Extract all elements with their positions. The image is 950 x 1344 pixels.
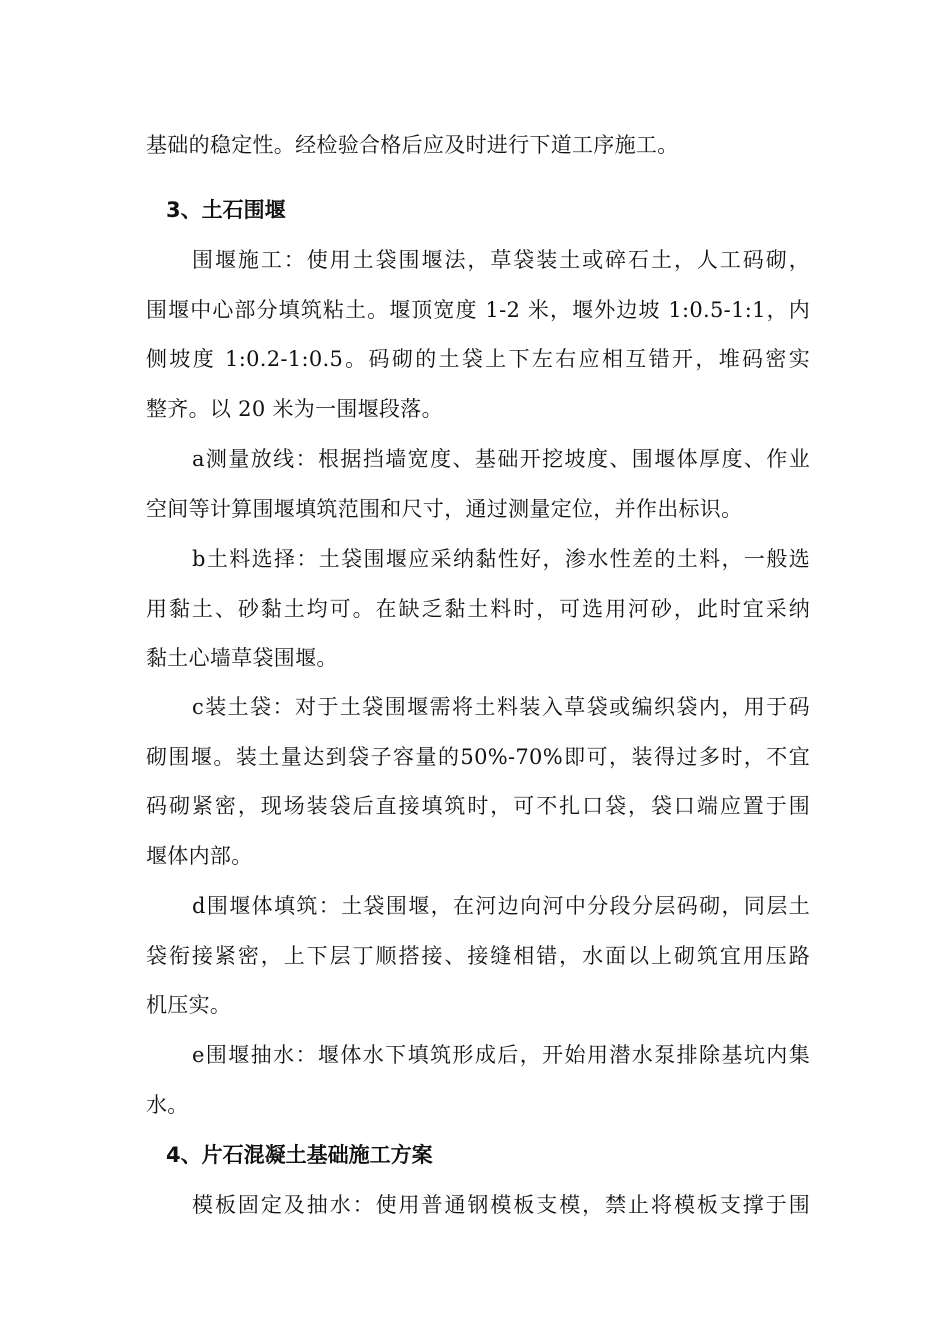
paragraph-d-filling	[146, 882, 810, 1031]
text-line: 围堰施工：使用土袋围堰法，草袋装土或碎石土，人工码砌，	[192, 248, 810, 272]
text-line: 模板固定及抽水：使用普通钢模板支模，禁止将模板支撑于围	[192, 1193, 810, 1217]
text-line: 整齐。以 20 米为一围堰段落。	[146, 396, 443, 421]
paragraph-e-pumping	[146, 1031, 810, 1130]
text-line: d围堰体填筑：土袋围堰，在河边向河中分段分层码砌，同层土	[192, 894, 810, 918]
section-heading-4: 4、片石混凝土基础施工方案	[166, 1143, 433, 1167]
section-heading-3: 3、土石围堰	[166, 198, 286, 222]
text-line: a测量放线：根据挡墙宽度、基础开挖坡度、围堰体厚度、作业	[192, 447, 810, 471]
paragraph-b-soil	[146, 535, 810, 684]
text-line: 基础的稳定性。经检验合格后应及时进行下道工序施工。	[146, 133, 679, 157]
paragraph-cofferdam-construction	[146, 236, 810, 434]
text-line: c装土袋：对于土袋围堰需将土料装入草袋或编织袋内，用于码	[192, 695, 810, 719]
paragraph-c-bagging	[146, 683, 810, 881]
paragraph-a-survey	[146, 435, 810, 534]
text-line: 堰体内部。	[146, 843, 253, 868]
text-line: 袋衔接紧密，上下层丁顺搭接、接缝相错，水面以上砌筑宜用压路	[146, 943, 810, 968]
text-line: 砌围堰。装土量达到袋子容量的50%-70%即可，装得过多时，不宜	[146, 744, 810, 769]
text-line: 空间等计算围堰填筑范围和尺寸，通过测量定位，并作出标识。	[146, 496, 743, 521]
text-line: e围堰抽水：堰体水下填筑形成后，开始用潜水泵排除基坑内集	[192, 1043, 810, 1067]
text-line: 用黏土、砂黏土均可。在缺乏黏土料时，可选用河砂，此时宜采纳	[146, 596, 810, 621]
text-line: 水。	[146, 1092, 189, 1117]
text-line: 机压实。	[146, 993, 232, 1017]
paragraph-formwork	[146, 1181, 810, 1231]
text-line: 围堰中心部分填筑粘土。堰顶宽度 1-2 米，堰外边坡 1:0.5-1:1，内	[146, 297, 810, 322]
text-line: 黏土心墙草袋围堰。	[146, 646, 338, 670]
text-line: 侧坡度 1:0.2-1:0.5。码砌的土袋上下左右应相互错开，堆码密实	[146, 347, 810, 371]
text-line: 码砌紧密，现场装袋后直接填筑时，可不扎口袋，袋口端应置于围	[146, 794, 810, 818]
text-line: b土料选择：土袋围堰应采纳黏性好，渗水性差的土料，一般选	[192, 547, 810, 571]
continuation-paragraph	[146, 121, 810, 171]
